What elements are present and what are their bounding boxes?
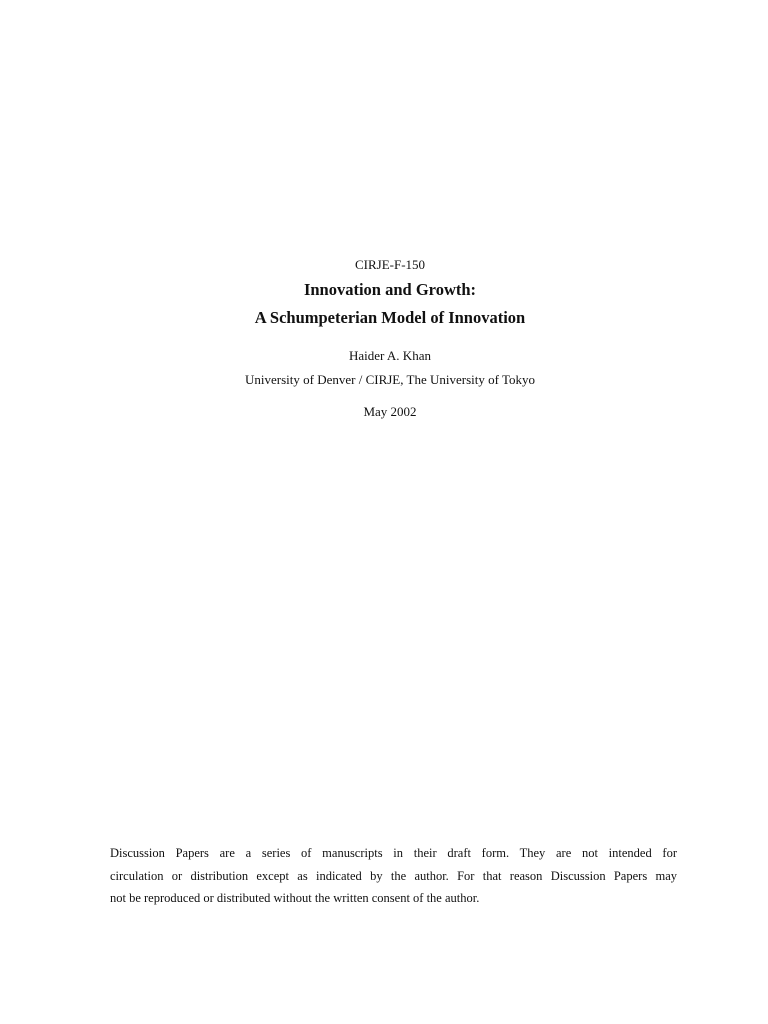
author-name: Haider A. Khan [349, 348, 431, 363]
notice-line: circulation or distribution except as indicated by the author. For that reason Discussion Papers may [110, 868, 677, 883]
author-affiliation: University of Denver / CIRJE, The University of Tokyo [245, 372, 535, 387]
paper-title-line-2: A Schumpeterian Model of Innovation [254, 308, 526, 327]
report-id: CIRJE-F-150 [354, 257, 426, 272]
paper-title-line-1: Innovation and Growth: [303, 280, 477, 299]
publication-date: May 2002 [363, 404, 417, 419]
notice-line: Discussion Papers are a series of manuscripts in their draft form. They are not intended for [110, 846, 677, 860]
discussion-paper-notice [110, 842, 677, 910]
notice-line: not be reproduced or distributed without the written consent of the author. [110, 891, 480, 905]
